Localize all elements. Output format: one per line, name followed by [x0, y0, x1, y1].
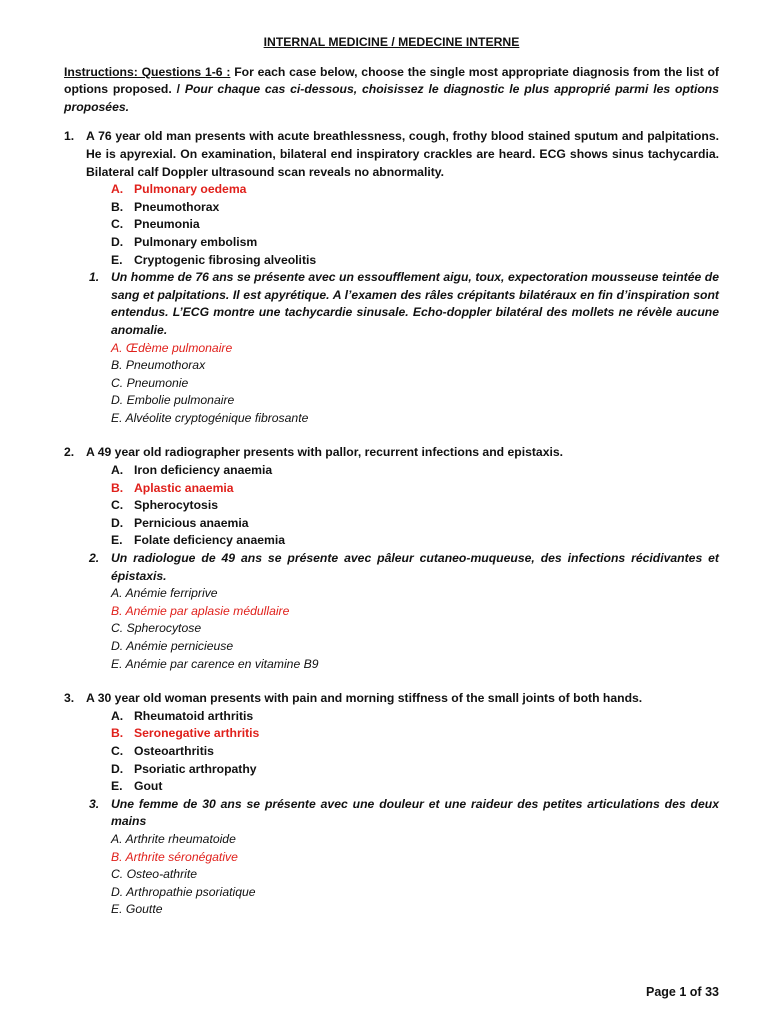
option: A. Arthrite rheumatoide [111, 831, 236, 846]
question-number: 3. [64, 691, 75, 706]
option: D. Psoriatic arthropathy [111, 761, 257, 776]
option-correct: B. Aplastic anaemia [111, 480, 234, 495]
instructions [64, 64, 719, 117]
page-title: INTERNAL MEDICINE / MEDECINE INTERNE [263, 35, 520, 49]
document-page [64, 34, 719, 919]
option: D. Embolie pulmonaire [111, 393, 235, 408]
option: A. Rheumatoid arthritis [111, 708, 254, 723]
question-number: 3. [89, 796, 100, 811]
question-stem: A 30 year old woman presents with pain and morning stiffness of the small joints of both hands. [86, 691, 643, 706]
options-list [64, 462, 719, 550]
option: E. Cryptogenic fibrosing alveolitis [111, 252, 317, 267]
question-number: 2. [64, 445, 75, 460]
option-correct: A. Œdème pulmonaire [111, 340, 233, 355]
options-list-fr [64, 585, 719, 673]
option: E. Folate deficiency anaemia [111, 533, 286, 548]
option: E. Goutte [111, 902, 163, 917]
question-1-en [64, 128, 719, 181]
option: A. Iron deficiency anaemia [111, 463, 273, 478]
option: E. Anémie par carence en vitamine B9 [111, 656, 319, 671]
options-list [64, 708, 719, 796]
options-list [64, 181, 719, 269]
question-3-fr [64, 796, 719, 831]
question-3-en [64, 690, 719, 708]
option: C. Osteoarthritis [111, 743, 214, 758]
question-number: 1. [89, 270, 100, 285]
question-1-fr [64, 269, 719, 339]
question-2-fr [64, 550, 719, 585]
question-2-en [64, 444, 719, 462]
page-number: Page 1 of 33 [645, 985, 719, 999]
option: D. Arthropathie psoriatique [111, 884, 256, 899]
option: C. Spherocytose [111, 621, 202, 636]
option: C. Spherocytosis [111, 498, 218, 513]
option: D. Pulmonary embolism [111, 234, 258, 249]
option: C. Pneumonia [111, 217, 200, 232]
option-correct: B. Anémie par aplasie médullaire [111, 603, 290, 618]
option: A. Anémie ferriprive [111, 586, 218, 601]
options-list-fr [64, 831, 719, 919]
option-correct: A. Pulmonary oedema [111, 182, 247, 197]
option: D. Anémie pernicieuse [111, 639, 234, 653]
question-stem-fr: Un homme de 76 ans se présente avec un essoufflement aigu, toux, expectoration mousseuse teintée de sang et palpitations. Il est apyrétique. A l’examen des râles crépitants bilatéraux en fin d’inspiration sont entendus. L’ECG montre une tachycardie sinusale. Echo-doppler bilatéral des mollets ne révèle aucune anomalie. [111, 270, 719, 337]
instructions-en: For each case below, choose the single most appropriate diagnosis from the list of options proposed. / [64, 64, 719, 97]
option: D. Pernicious anaemia [111, 515, 249, 530]
question-stem-fr: Une femme de 30 ans se présente avec une douleur et une raideur des petites articulations des deux mains [111, 796, 719, 829]
option: E. Gout [111, 779, 163, 794]
option: B. Pneumothorax [111, 358, 206, 373]
options-list-fr [64, 340, 719, 428]
question-stem-fr: Un radiologue de 49 ans se présente avec pâleur cutaneo-muqueuse, des infections récidivantes et épistaxis. [111, 551, 719, 583]
option: B. Pneumothorax [111, 199, 220, 214]
instructions-label: Instructions: Questions 1-6 : [64, 64, 231, 79]
question-number: 2. [89, 551, 100, 566]
option-correct: B. Arthrite séronégative [111, 849, 238, 864]
question-stem: A 49 year old radiographer presents with pallor, recurrent infections and epistaxis. [86, 445, 564, 460]
question-number: 1. [64, 129, 75, 144]
question-stem: A 76 year old man presents with acute breathlessness, cough, frothy blood stained sputum and palpitations. He is apyrexial. On examination, bilateral end inspiratory crackles are heard. ECG shows sinus tachycardia. Bilateral calf Doppler ultrasound scan reveals no abnormality. [86, 129, 719, 179]
instructions-fr: Pour chaque cas ci-dessous, choisissez le diagnostic le plus approprié parmi les options proposées. [64, 82, 720, 114]
option-correct: B. Seronegative arthritis [111, 726, 260, 741]
option: C. Pneumonie [111, 375, 189, 390]
option: C. Osteo-athrite [111, 867, 198, 882]
option: E. Alvéolite cryptogénique fibrosante [111, 410, 309, 425]
